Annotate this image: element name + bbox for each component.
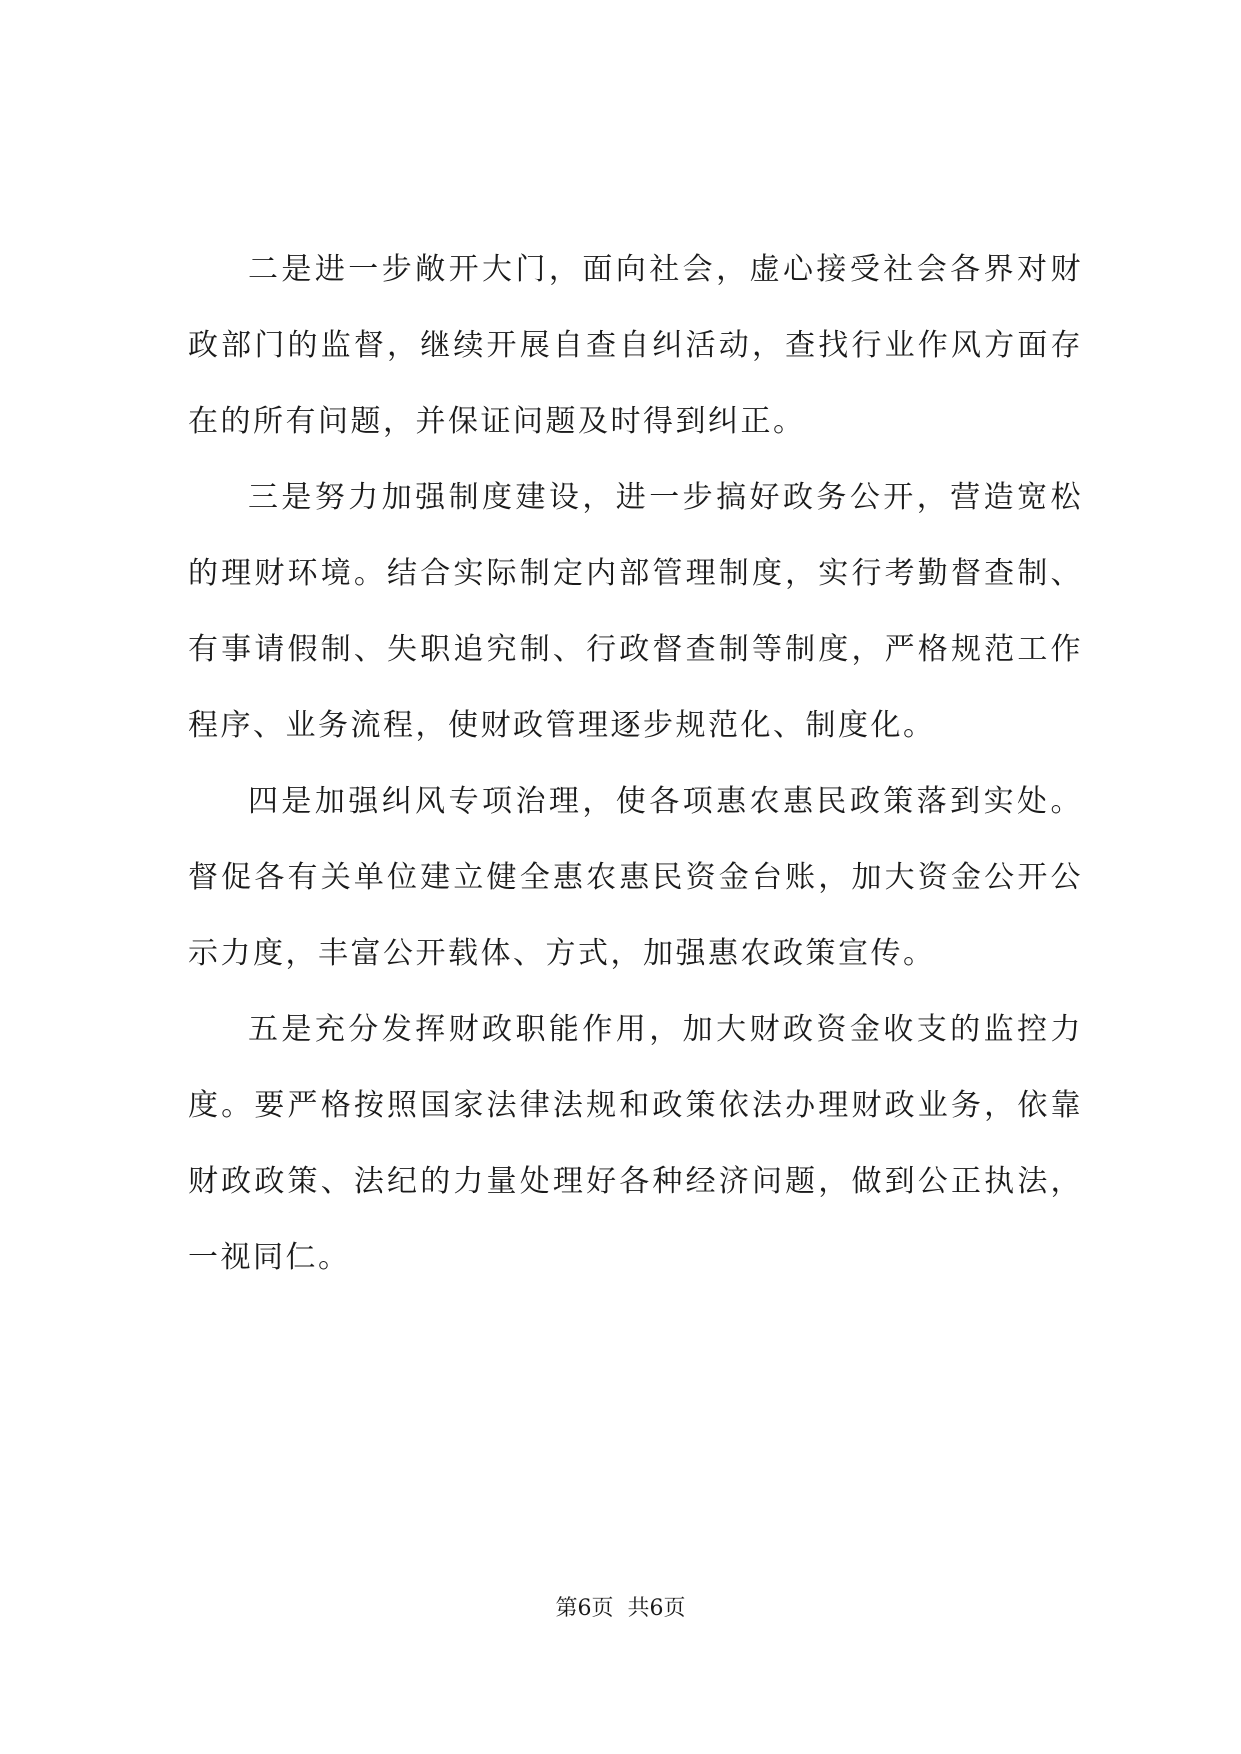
paragraph-2: 二是进一步敞开大门，面向社会，虚心接受社会各界对财政部门的监督，继续开展自查自纠活动，查找行业作风方面存在的所有问题，并保证问题及时得到纠正。 (188, 252, 1083, 439)
page-footer (0, 1594, 1241, 1624)
page-number: 第6页 (555, 1596, 614, 1621)
footer-separator (614, 1596, 628, 1621)
paragraph-4: 四是加强纠风专项治理，使各项惠农惠民政策落到实处。督促各有关单位建立健全惠农惠民资金台账，加大资金公开公示力度，丰富公开载体、方式，加强惠农政策宣传。 (188, 784, 1083, 971)
document-body (188, 232, 1083, 1296)
paragraph-5: 五是充分发挥财政职能作用，加大财政资金收支的监控力度。要严格按照国家法律法规和政策依法办理财政业务，依靠财政政策、法纪的力量处理好各种经济问题，做到公正执法，一视同仁。 (188, 1012, 1083, 1275)
total-pages: 共6页 (627, 1596, 686, 1621)
paragraph-3: 三是努力加强制度建设，进一步搞好政务公开，营造宽松的理财环境。结合实际制定内部管理制度，实行考勤督查制、有事请假制、失职追究制、行政督查制等制度，严格规范工作程序、业务流程，使财政管理逐步规范化、制度化。 (188, 480, 1083, 743)
